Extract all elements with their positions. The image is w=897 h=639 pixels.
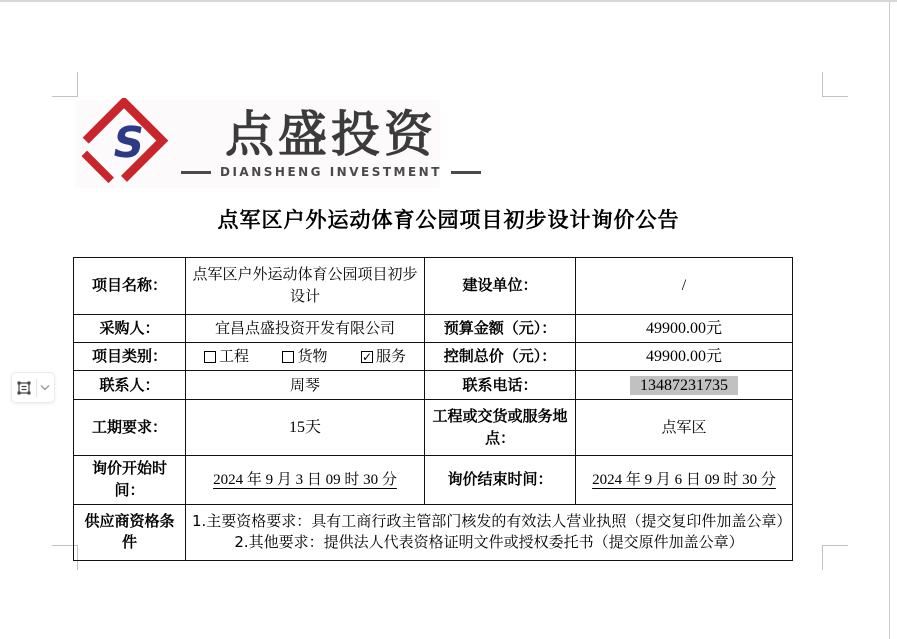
inquiry-end-value: 2024 年 9 月 6 日 09 时 30 分 [592, 471, 776, 488]
duration-value: 15天 [186, 400, 425, 456]
control-price-label: 控制总价（元）： [425, 343, 576, 371]
checkbox-unchecked-icon[interactable] [282, 351, 294, 363]
project-category-value [186, 343, 425, 371]
svg-text:S: S [108, 118, 149, 168]
project-name-value: 点军区户外运动体育公园项目初步设计 [186, 258, 425, 315]
control-price-value: 49900.00元 [576, 343, 793, 371]
purchaser-value: 宜昌点盛投资开发有限公司 [186, 315, 425, 343]
logo-dash-left [181, 171, 211, 174]
widget-divider [36, 379, 37, 397]
contact-phone-value: 13487231735 [630, 376, 738, 395]
checkbox-label: 工程 [219, 346, 250, 365]
project-category-label: 项目类别： [74, 343, 186, 371]
construction-unit-label: 建设单位： [425, 258, 576, 315]
table-row [74, 456, 793, 505]
supplier-qualification-label: 供应商资格条件 [74, 504, 186, 560]
margin-mark-top-left [52, 72, 78, 97]
supplier-qualification-value [186, 504, 793, 560]
table-row [74, 400, 793, 456]
table-row [74, 371, 793, 400]
table-row [74, 315, 793, 343]
supplier-requirement-line-1: 1.主要资格要求：具有工商行政主管部门核发的有效法人营业执照（提交复印件加盖公章） [192, 511, 792, 530]
project-name-label: 项目名称： [74, 258, 186, 315]
document-title: 点军区户外运动体育公园项目初步设计询价公告 [217, 208, 680, 232]
delivery-place-value: 点军区 [576, 400, 793, 456]
brand-name-cn: 点盛投资 [224, 105, 437, 163]
diamond-s-logo-icon [75, 98, 173, 190]
checkbox-unchecked-icon[interactable] [204, 351, 216, 363]
budget-label: 预算金额（元）： [425, 315, 576, 343]
supplier-requirement-line-2: 2.其他要求：提供法人代表资格证明文件或授权委托书（提交原件加盖公章） [234, 533, 744, 552]
checkbox-label: 货物 [297, 346, 328, 365]
margin-mark-top-right [822, 72, 848, 97]
checkbox-label: 服务 [375, 346, 406, 365]
company-logo [75, 100, 440, 188]
inquiry-end-cell [576, 456, 793, 505]
budget-value: 49900.00元 [576, 315, 793, 343]
construction-unit-value: / [576, 258, 793, 315]
inquiry-start-value: 2024 年 9 月 3 日 09 时 30 分 [213, 471, 397, 488]
chevron-down-icon[interactable] [40, 384, 50, 391]
duration-label: 工期要求： [74, 400, 186, 456]
checkbox-checked-icon[interactable] [361, 351, 373, 363]
table-row [74, 504, 793, 560]
margin-mark-bottom-right [822, 545, 848, 570]
inquiry-start-label: 询价开始时间： [74, 456, 186, 505]
table-row [74, 258, 793, 315]
contact-phone-label: 联系电话： [425, 371, 576, 400]
purchaser-label: 采购人： [74, 315, 186, 343]
inquiry-end-label: 询价结束时间： [425, 456, 576, 505]
page-right-edge-line [889, 2, 890, 639]
table-select-icon[interactable] [16, 380, 32, 396]
table-select-widget[interactable] [11, 372, 55, 403]
contact-person-label: 联系人： [74, 371, 186, 400]
logo-dash-right [451, 171, 481, 174]
table-row [74, 343, 793, 371]
inquiry-start-cell [186, 456, 425, 505]
contact-person-value: 周琴 [186, 371, 425, 400]
brand-name-en: DIANSHENG INVESTMENT [220, 165, 442, 180]
delivery-place-label: 工程或交货或服务地点： [425, 400, 576, 456]
notice-table [73, 257, 793, 561]
contact-phone-cell [576, 371, 793, 400]
